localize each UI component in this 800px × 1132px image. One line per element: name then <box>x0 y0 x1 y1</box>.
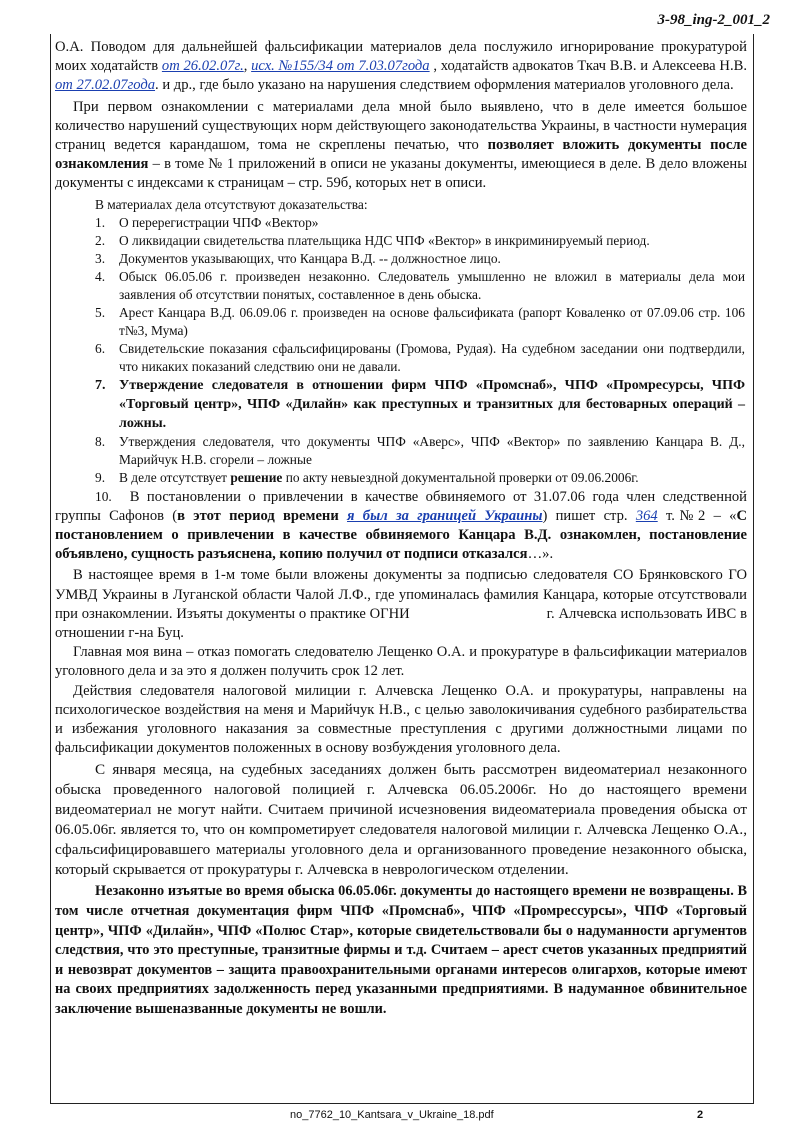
paragraph-2 <box>55 98 747 194</box>
item-text: Утверждения следователя, что документы ЧПФ «Аверс», ЧПФ «Вектор» по заявлению Канцара В. Д., Марийчук Н.В. сгорели – ложные <box>119 433 745 467</box>
document-body <box>55 38 751 1020</box>
bold-text: С постановлением о привлечении в качестве обвиняемого Канцара В.Д. ознакомлен, постановление объявлено, сущность разъяснена, копию получил от подписи отказался <box>55 507 747 563</box>
text: …». <box>527 546 554 563</box>
text: , ходатайств адвокатов Ткач В.В. и Алексеева Н.В. <box>429 58 747 75</box>
paragraph-10 <box>55 487 747 565</box>
item-number: 10. <box>95 488 112 504</box>
item-number: 3. <box>95 250 106 266</box>
bold-text: позволяет вложить документы после ознакомления <box>55 137 747 173</box>
list-item <box>55 214 747 232</box>
link-abroad[interactable]: я был за границей Украины <box>347 507 543 524</box>
item-number: 1. <box>95 214 106 230</box>
text: , <box>243 58 252 75</box>
footer-filename: no_7762_10_Kantsara_v_Ukraine_18.pdf <box>290 1109 494 1121</box>
page-number: 2 <box>697 1109 704 1121</box>
paragraph-1 <box>55 38 747 96</box>
bold-text: решение <box>230 469 283 485</box>
list-item <box>55 376 747 433</box>
paragraph-14: С января месяца, на судебных заседаниях должен быть рассмотрен видеоматериал незаконного обыска проведенного налоговой полицией г. Алчевска 06.05.2006г. Но до настоящего времени видеоматериал не могут найти. Считаем причиной исчезновения видеоматериала проведения обыска от 06.05.06г. является то, что он компрометирует следователя налоговой милиции г. Алчевска Лещенко О.А., сфальсифицировавшего материалы уголовного дела и организованного проведение незаконного обыска, который скрывается от прокуратуры г. Алчевска в неврологическом отделении. <box>55 761 747 879</box>
list-item <box>55 469 747 487</box>
item-number: 6. <box>95 340 106 356</box>
text: При первом ознакомлении с материалами дела мной было выявлено, что в деле имеется большое количество нарушений существующих норм действующего законодательства Украины, в частности нумерация страниц ведется карандашом, тома не скреплены печатью, что <box>55 98 747 154</box>
item-number: 9. <box>95 469 106 485</box>
item-text: О ликвидации свидетельства плательщика НДС ЧПФ «Вектор» в инкриминируемый период. <box>119 232 650 248</box>
paragraph-11: В настоящее время в 1-м томе были вложены документы за подписью следователя СО Брянковского ГО УМВД Украины в Луганской области Чалой Л.Ф., где упоминалась фамилия Канцара, которые отсутствовали при ознакомлении. Изъяты документы о практике ОГНИ г. Алчевска использовать ИВС в отношении г-на Буц. <box>55 567 751 642</box>
link-petition-27-02-07[interactable]: от 27.02.07года <box>55 77 156 94</box>
document-code: 3-98_ing-2_001_2 <box>657 12 770 28</box>
list-item <box>55 304 747 340</box>
bold-text: в этот период времени <box>177 507 348 524</box>
item-text: В деле отсутствует <box>119 469 231 485</box>
item-text: Арест Канцара В.Д. 06.09.06 г. произведен на основе фальсификата (рапорт Коваленко от 07.09.06 стр. 106 т№3, Мума) <box>119 304 745 338</box>
item-text: по акту невыездной документальной проверки от 09.06.2006г. <box>282 469 639 485</box>
item-number: 8. <box>95 433 106 449</box>
item-number: 5. <box>95 304 106 320</box>
item-number: 7. <box>95 377 106 393</box>
text: – в томе № 1 приложений в описи не указаны документы, имеющиеся в деле. В дело вложены документы с индексами к страницам – стр. 59б, которых нет в описи. <box>55 156 747 192</box>
text: . и др., где было указано на нарушения следствием оформления материалов уголовного дела. <box>155 77 734 94</box>
list-item <box>55 268 747 304</box>
item-text: Обыск 06.05.06 г. произведен незаконно. Следователь умышленно не вложил в материалы дела мои заявления об отсутствии понятых, составленное в день обыска. <box>119 268 745 302</box>
missing-evidence-list <box>55 214 747 487</box>
list-item <box>55 433 747 469</box>
list-item <box>55 232 747 250</box>
list-item <box>55 250 747 268</box>
text: ) пишет стр. <box>542 507 636 524</box>
item-text: Свидетельские показания сфальсифицированы (Громова, Рудая). На судебном заседании они подтвердили, что никаких показаний следствию они не давали. <box>119 340 745 374</box>
evidence-heading: В материалах дела отсутствуют доказательства: <box>95 196 368 212</box>
item-number: 2. <box>95 232 106 248</box>
link-petition-26-02-07[interactable]: от 26.02.07г. <box>161 58 244 75</box>
link-page-364[interactable]: 364 <box>635 507 658 524</box>
paragraph-12: Главная моя вина – отказ помогать следователю Лещенко О.А. и прокуратуре в фальсификации материалов уголовного дела и за это я должен получить срок 12 лет. <box>55 644 747 680</box>
paragraph-13: Действия следователя налоговой милиции г. Алчевска Лещенко О.А. и прокуратуры, направлены на психологическое воздействия на меня и Марийчук Н.В., с целью заволокичивания судебного разбирательства и избежания уголовного наказания за совместные преступления с другими должностными лицами по фальсификации документов положенных в основу возбуждения уголовного дела. <box>55 682 747 757</box>
item-text: О перерегистрации ЧПФ «Вектор» <box>119 214 319 230</box>
link-ref-155-34[interactable]: исх. №155/34 от 7.03.07года <box>251 58 430 75</box>
paragraph-15: Незаконно изъятые во время обыска 06.05.06г. документы до настоящего времени не возвращены. В том числе отчетная документация фирм ЧПФ «Промснаб», ЧПФ «Промрессурсы», ЧПФ «Торговый центр», ЧПФ «Дилайн», ЧПФ «Полюс Стар», которые свидетельствовали бы о надуманности аргументов следствия, что это преступные, транзитные фирмы и т.д. Считаем – арест счетов указанных предприятий и невозврат документов – защита правоохранительными органами интересов олигархов, которые имеют на своих предприятиях задолженность перед указанными предприятиями. В надуманное обвинительное заключение вышеназванные документы не вошли. <box>55 883 747 1018</box>
text: т.№2 – « <box>657 507 737 524</box>
text: В постановлении о привлечении в качестве обвиняемого от 31.07.06 года член следственной группы Сафонов ( <box>55 488 747 524</box>
text: О.А. Поводом для дальнейшей фальсификации материалов дела послужило игнорирование прокуратурой моих ходатайств <box>55 39 747 75</box>
list-item <box>55 340 747 376</box>
item-number: 4. <box>95 268 106 284</box>
item-text: Документов указывающих, что Канцара В.Д. -- должностное лицо. <box>119 250 501 266</box>
item-text: Утверждение следователя в отношении фирм ЧПФ «Промснаб», ЧПФ «Промресурсы, ЧПФ «Торговый центр», ЧПФ «Дилайн» как преступных и транзитных для бестоварных операций – ложны. <box>119 377 745 431</box>
